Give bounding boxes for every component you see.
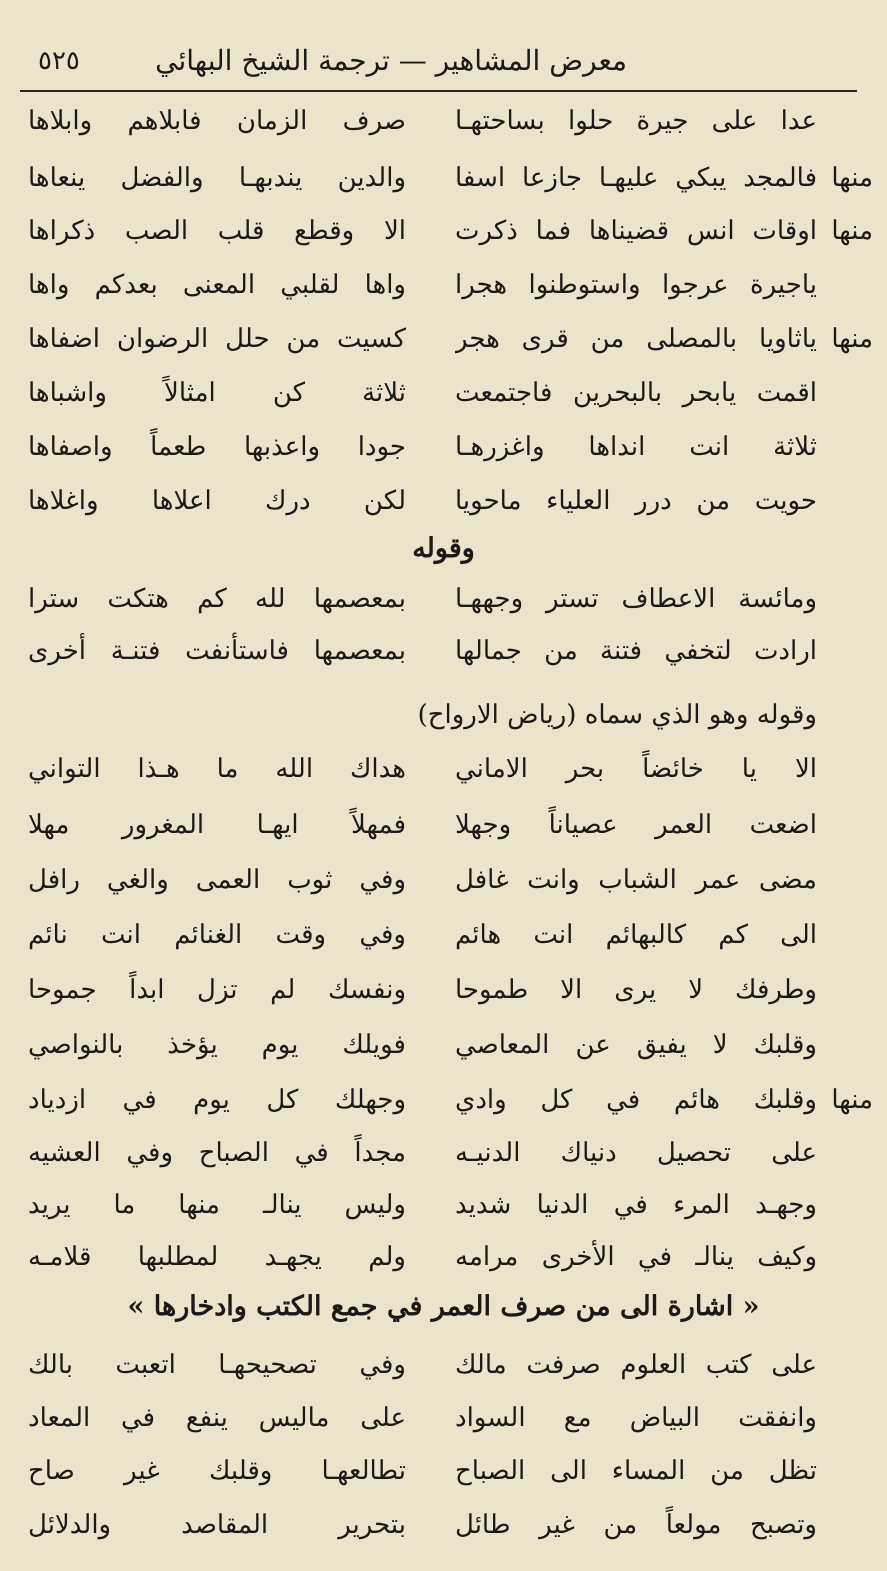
margin-note: منها <box>831 324 873 354</box>
verse-line <box>0 422 887 472</box>
margin-note <box>817 1232 873 1282</box>
verse-first-hemistich: ثلاثة انت انداها واغزرهـا <box>455 432 817 462</box>
verse-first-hemistich: مضى عمر الشباب وانت غافل <box>455 865 817 895</box>
verse-second-hemistich: واها لقلبي المعنى بعدكم واها <box>28 270 406 300</box>
verse-line <box>0 1128 887 1178</box>
verse-first-hemistich: وانفقت البياض مع السواد <box>455 1403 817 1433</box>
margin-note <box>817 1446 873 1496</box>
verse-line <box>0 1180 887 1230</box>
verse-second-hemistich: جودا واعذبها طعماً واصفاها <box>28 432 406 462</box>
verse-second-hemistich: وليس ينالـ منها ما يريد <box>28 1190 406 1220</box>
verse-second-hemistich: على ماليس ينفع في المعاد <box>28 1403 406 1433</box>
margin-note <box>817 260 873 310</box>
verse-line <box>0 260 887 310</box>
margin-note <box>817 1500 873 1550</box>
verse-second-hemistich: بتحرير المقاصد والدلائل <box>28 1510 406 1540</box>
verse-line <box>0 1446 887 1496</box>
verse-second-hemistich: والدين يندبهـا والفضل ينعاها <box>28 163 406 193</box>
verse-first-hemistich: وطرفك لا يرى الا طموحا <box>455 975 817 1005</box>
margin-note <box>817 1128 873 1178</box>
verse-second-hemistich: لكن درك اعلاها واغلاها <box>28 486 406 516</box>
margin-note: منها <box>831 163 873 193</box>
verse-second-hemistich: فويلك يوم يؤخذ بالنواصي <box>28 1030 406 1060</box>
verse-second-hemistich: هداك الله ما هـذا التواني <box>28 754 406 784</box>
margin-note <box>817 626 873 676</box>
margin-note <box>817 476 873 526</box>
verse-line <box>0 855 887 905</box>
verse-line <box>0 476 887 526</box>
verse-line <box>0 153 887 203</box>
verse-second-hemistich: مجداً في الصباح وفي العشيه <box>28 1138 406 1168</box>
verse-first-hemistich: وكيف ينالـ في الأخرى مرامه <box>455 1242 817 1272</box>
verse-second-hemistich: وجهلك كل يوم في ازدياد <box>28 1085 406 1115</box>
verse-second-hemistich: كسيت من حلل الرضوان اضفاها <box>28 324 406 354</box>
verse-first-hemistich: الا يا خائضاً بحر الاماني <box>455 754 817 784</box>
verse-line <box>0 1232 887 1282</box>
margin-note <box>817 368 873 418</box>
verse-second-hemistich: بمعصمها فاستأنفت فتنـة أخرى <box>28 636 406 666</box>
verse-first-hemistich: ياجيرة عرجوا واستوطنوا هجرا <box>455 270 817 300</box>
verse-first-hemistich: اضعت العمر عصياناً وجهلا <box>455 810 817 840</box>
margin-note <box>817 1393 873 1443</box>
verse-first-hemistich: على تحصيل دنياك الدنيـه <box>455 1138 817 1168</box>
verse-first-hemistich: عدا على جيرة حلوا بساحتهـا <box>455 106 817 136</box>
verse-line <box>0 800 887 850</box>
margin-note <box>817 855 873 905</box>
verse-second-hemistich: صرف الزمان فابلاهم وابلاها <box>28 106 406 136</box>
verse-first-hemistich: اقمت يابحر بالبحرين فاجتمعت <box>455 378 817 408</box>
margin-note <box>817 1180 873 1230</box>
verse-line <box>0 744 887 794</box>
verse-first-hemistich: اوقات انس قضيناها فما ذكرت <box>455 216 817 246</box>
verse-first-hemistich: تظل من المساء الى الصباح <box>455 1456 817 1486</box>
margin-note <box>817 965 873 1015</box>
verse-line <box>0 1340 887 1390</box>
verse-line <box>0 368 887 418</box>
verse-line <box>0 96 887 146</box>
verse-first-hemistich: وقلبك لا يفيق عن المعاصي <box>455 1030 817 1060</box>
verse-first-hemistich: وجهـد المرء في الدنيا شديد <box>455 1190 817 1220</box>
verse-first-hemistich: فالمجد يبكي عليهـا جازعا اسفا <box>455 163 817 193</box>
verse-first-hemistich: وقلبك هائم في كل وادي <box>455 1085 817 1115</box>
verse-line <box>0 1500 887 1550</box>
verse-second-hemistich: ولم يجهـد لمطلبها قلامـه <box>28 1242 406 1272</box>
verse-first-hemistich: ياثاويا بالمصلى من قرى هجر <box>455 324 817 354</box>
running-header <box>20 38 857 92</box>
margin-note <box>817 800 873 850</box>
margin-note: منها <box>831 1085 873 1115</box>
margin-note <box>817 1020 873 1070</box>
verse-second-hemistich: فمهلاً ايهـا المغرور مهلا <box>28 810 406 840</box>
verse-first-hemistich: على كتب العلوم صرفت مالك <box>455 1350 817 1380</box>
page-number: ٥٢٥ <box>38 46 80 76</box>
verse-first-hemistich: حويت من درر العلياء ماحويا <box>455 486 817 516</box>
section-heading: وقوله <box>412 533 475 564</box>
verse-second-hemistich: وفي وقت الغنائم انت نائم <box>28 920 406 950</box>
verse-line <box>0 1075 887 1125</box>
verse-line <box>0 1020 887 1070</box>
margin-note <box>817 422 873 472</box>
verse-first-hemistich: ارادت لتخفي فتنة من جمالها <box>455 636 817 666</box>
verse-first-hemistich: وتصبح مولعاً من غير طائل <box>455 1510 817 1540</box>
verse-line <box>0 965 887 1015</box>
section-heading: « اشارة الى من صرف العمر في جمع الكتب وادخارها » <box>127 1291 760 1322</box>
margin-note: منها <box>831 216 873 246</box>
verse-second-hemistich: بمعصمها لله كم هتكت سترا <box>28 584 406 614</box>
margin-note <box>817 96 873 146</box>
verse-second-hemistich: ونفسك لم تزل ابداً جموحا <box>28 975 406 1005</box>
verse-first-hemistich: الى كم كالبهائم انت هائم <box>455 920 817 950</box>
verse-second-hemistich: وفي تصحيحهـا اتعبت بالك <box>28 1350 406 1380</box>
verse-second-hemistich: تطالعهـا وقلبك غير صاح <box>28 1456 406 1486</box>
verse-second-hemistich: ثلاثة كن امثالاً واشباها <box>28 378 406 408</box>
margin-note <box>817 574 873 624</box>
margin-note <box>817 1340 873 1390</box>
section-intro: وقوله وهو الذي سماه (رياض الارواح) <box>417 700 817 730</box>
verse-line <box>0 910 887 960</box>
margin-note <box>817 744 873 794</box>
verse-first-hemistich: ومائسة الاعطاف تستر وجههـا <box>455 584 817 614</box>
verse-line <box>0 1393 887 1443</box>
verse-line <box>0 626 887 676</box>
verse-second-hemistich: وفي ثوب العمى والغي رافل <box>28 865 406 895</box>
verse-line <box>0 574 887 624</box>
margin-note <box>817 910 873 960</box>
running-title: معرض المشاهير — ترجمة الشيخ البهائي <box>155 44 627 77</box>
verse-line <box>0 206 887 256</box>
verse-line <box>0 314 887 364</box>
verse-second-hemistich: الا وقطع قلب الصب ذكراها <box>28 216 406 246</box>
